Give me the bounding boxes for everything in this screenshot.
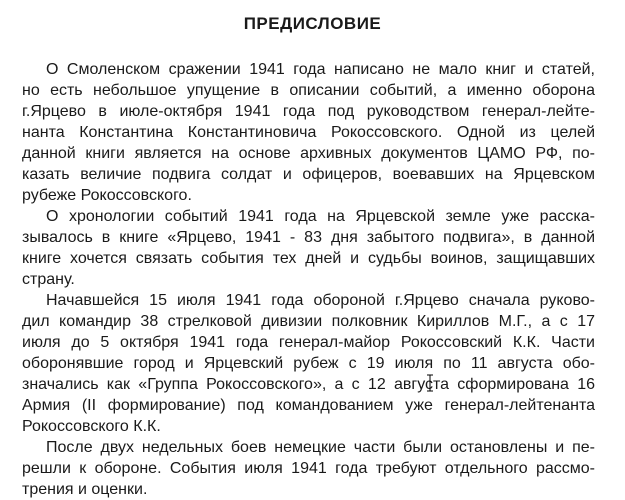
text-line: трения и оценки. xyxy=(22,481,148,498)
text-line: Рокоссовского К.К. xyxy=(22,418,161,435)
text-line: страну. xyxy=(22,271,75,288)
text-line: казать величие подвига солдат и офицеров, воевавших на Ярцевском xyxy=(22,166,595,183)
text-line: решли к обороне. События июля 1941 года требуют отдельного рассмо- xyxy=(22,460,595,477)
text-line: Армия (II формирование) под командованием уже генерал-лейтенанта xyxy=(22,397,595,414)
text-line: зывалось в книге «Ярцево, 1941 - 83 дня забытого подвига», в данной xyxy=(22,229,595,246)
paragraph-4 xyxy=(22,437,595,500)
text-line: июля до 5 октября 1941 года генерал-майор Рокоссовский К.К. Части xyxy=(22,334,595,351)
paragraph-3 xyxy=(22,290,595,437)
page-title: ПРЕДИСЛОВИЕ xyxy=(243,14,382,33)
document-body xyxy=(22,59,595,500)
text-line: оборонявшие город и Ярцевский рубеж с 19 июля по 11 августа обо- xyxy=(22,355,595,372)
text-line: значались как «Группа Рокоссовского», а с 12 августа сформирована 16 xyxy=(22,376,595,393)
text-line: О Смоленском сражении 1941 года написано не мало книг и статей, xyxy=(46,61,595,78)
text-line: г.Ярцево в июле-октября 1941 года под руководством генерал-лейте- xyxy=(22,103,595,120)
text-line: дил командир 38 стрелковой дивизии полковник Кириллов М.Г., а с 17 xyxy=(22,313,595,330)
text-line: данной книги является на основе архивных документов ЦАМО РФ, по- xyxy=(22,145,595,162)
text-line: нанта Константина Константиновича Рокоссовского. Одной из целей xyxy=(22,124,595,141)
paragraph-1 xyxy=(22,59,595,206)
text-line: рубеже Рокоссовского. xyxy=(22,187,192,204)
paragraph-2 xyxy=(22,206,595,290)
text-cursor-icon xyxy=(426,374,434,392)
text-line: книге хочется связать события тех дней и судьбы воинов, защищавших xyxy=(22,250,595,267)
text-line: Начавшейся 15 июля 1941 года обороной г.Ярцево сначала руково- xyxy=(46,292,595,309)
text-line: После двух недельных боев немецкие части были остановлены и пе- xyxy=(46,439,595,456)
text-line: но есть небольшое упущение в описании событий, а именно оборона xyxy=(22,82,595,99)
text-line: О хронологии событий 1941 года на Ярцевской земле уже расска- xyxy=(46,208,595,225)
